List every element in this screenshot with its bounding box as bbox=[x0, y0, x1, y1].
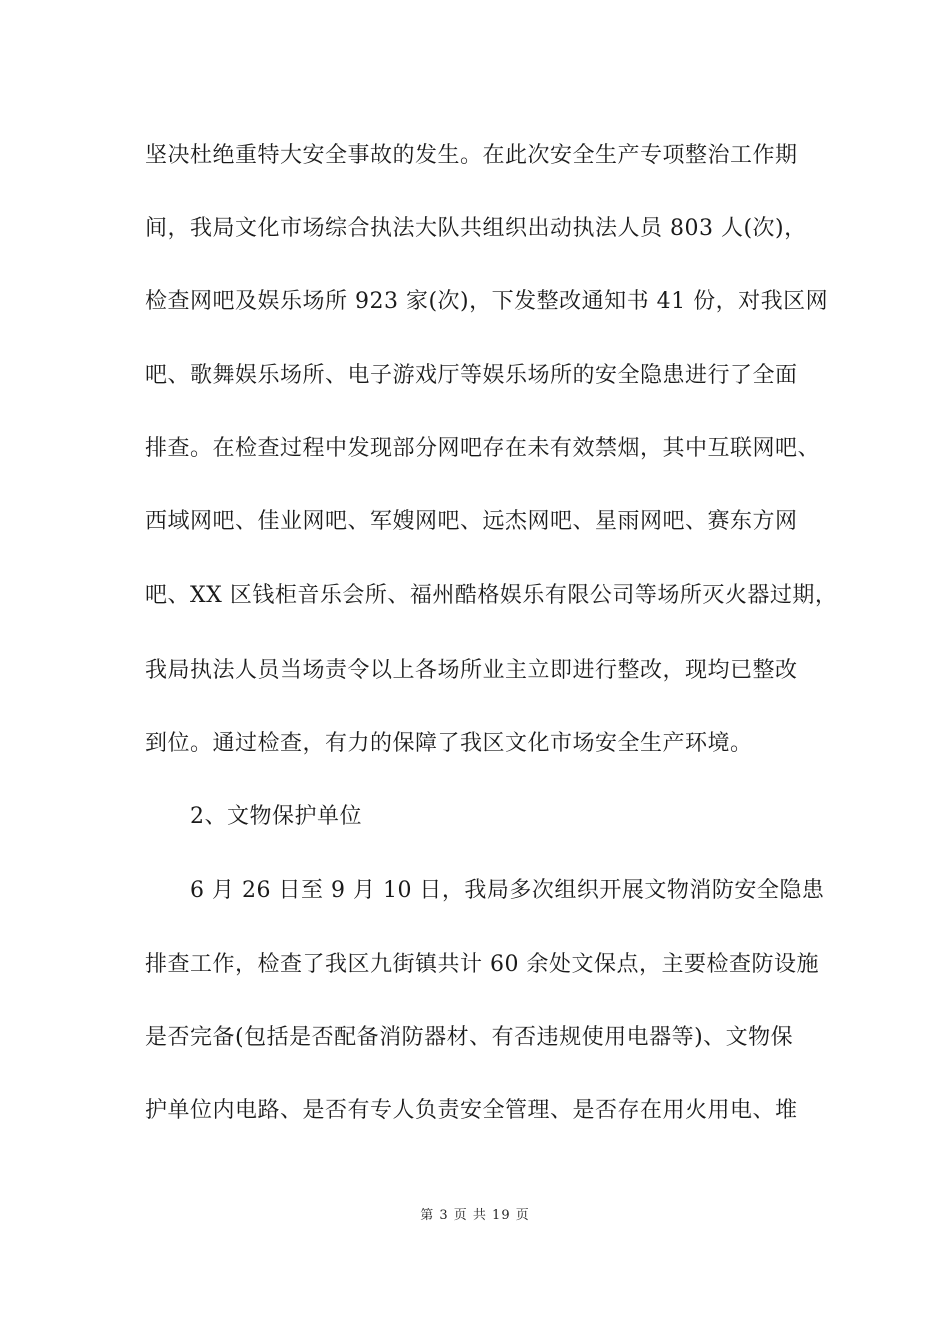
paragraph-line: 护单位内电路、是否有专人负责安全管理、是否存在用火用电、堆 bbox=[145, 1098, 798, 1123]
paragraph-line: 到位。通过检查，有力的保障了我区文化市场安全生产环境。 bbox=[145, 731, 753, 756]
paragraph-line: 我局执法人员当场责令以上各场所业主立即进行整改，现均已整改 bbox=[145, 658, 798, 683]
paragraph-line: 6 月 26 日至 9 月 10 日，我局多次组织开展文物消防安全隐患 bbox=[190, 878, 825, 903]
section-heading: 2、文物保护单位 bbox=[190, 804, 362, 829]
paragraph-line: 坚决杜绝重特大安全事故的发生。在此次安全生产专项整治工作期 bbox=[145, 143, 798, 168]
paragraph-line: 吧、歌舞娱乐场所、电子游戏厅等娱乐场所的安全隐患进行了全面 bbox=[145, 363, 798, 388]
paragraph-line: 检查网吧及娱乐场所 923 家(次)，下发整改通知书 41 份，对我区网 bbox=[145, 289, 829, 314]
paragraph-line: 西域网吧、佳业网吧、军嫂网吧、远杰网吧、星雨网吧、赛东方网 bbox=[145, 509, 798, 534]
paragraph-line: 间，我局文化市场综合执法大队共组织出动执法人员 803 人(次)， bbox=[145, 216, 807, 241]
page-number-footer: 第 3 页 共 19 页 bbox=[420, 1208, 530, 1223]
paragraph-line: 吧、XX 区钱柜音乐会所、福州酷格娱乐有限公司等场所灭火器过期， bbox=[145, 583, 838, 608]
paragraph-line: 是否完备(包括是否配备消防器材、有否违规使用电器等)、文物保 bbox=[145, 1025, 794, 1050]
paragraph-line: 排查。在检查过程中发现部分网吧存在未有效禁烟，其中互联网吧、 bbox=[145, 436, 821, 461]
paragraph-line: 排查工作，检查了我区九街镇共计 60 余处文保点，主要检查防设施 bbox=[145, 952, 819, 977]
